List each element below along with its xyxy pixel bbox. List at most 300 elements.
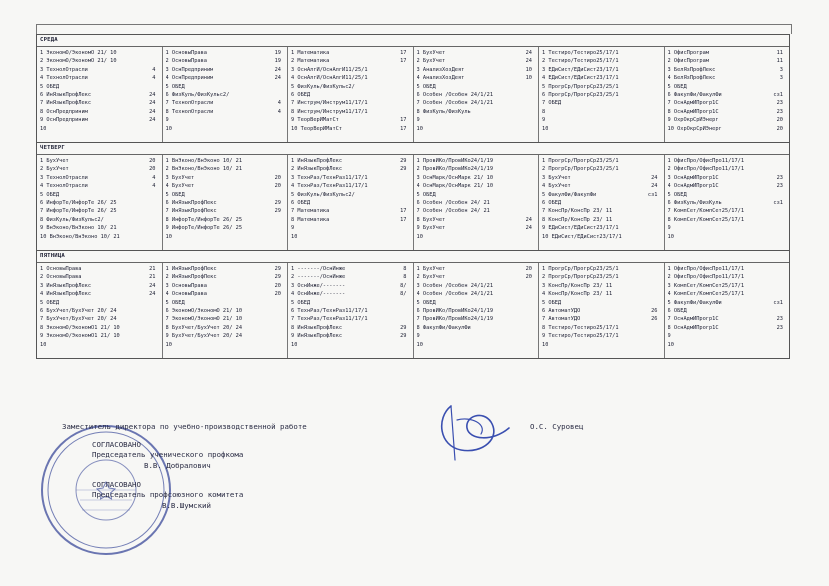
lesson-row — [166, 273, 286, 281]
lesson-room — [154, 307, 160, 315]
lesson-subject: 5 ОБЕД — [416, 191, 436, 198]
lesson-row — [166, 199, 286, 207]
group-column — [163, 263, 289, 358]
lesson-row — [417, 307, 537, 315]
lesson-subject: 9 — [416, 333, 420, 340]
lesson-room — [530, 290, 536, 298]
group-column — [37, 47, 163, 142]
lesson-subject: 10 — [165, 341, 172, 348]
lesson-subject: 7 ТехнРаз/ТехнРаз11/17/1 — [291, 316, 368, 323]
lesson-subject: 4 ТехнРаз/ТехнРаз11/17/1 — [291, 183, 368, 190]
lesson-room: 3 — [779, 75, 783, 82]
lesson-subject: 8 ОснПредприним — [40, 108, 88, 115]
deputy-director-title: Заместитель директора по учебно-производственной работе — [62, 422, 307, 431]
lesson-subject: 1 БухУчет — [40, 158, 69, 164]
lesson-room — [781, 290, 787, 298]
lesson-room: 24 — [149, 117, 156, 124]
lesson-room: 24 — [525, 225, 532, 232]
lesson-row — [166, 108, 286, 116]
lesson-room: 4 — [152, 183, 156, 190]
lesson-room: 20 — [274, 291, 281, 298]
lesson-subject: 5 ОБЕД — [416, 83, 436, 90]
lesson-subject: 1 ПрогрСр/ПрогрСр23/25/1 — [542, 158, 619, 164]
lesson-subject: 2 БухУчет — [416, 274, 446, 281]
lesson-subject: 3 Особен /Особен 24/1/21 — [416, 282, 494, 289]
lesson-row — [542, 74, 662, 82]
lesson-room: 24 — [149, 108, 156, 115]
lesson-subject: 3 ТехнолОтрасли — [40, 66, 88, 73]
lesson-room: 4 — [277, 108, 281, 115]
lesson-subject: 5 ОБЕД — [291, 299, 311, 306]
lesson-subject: 1 ОфисПро/ОфисПро11/17/1 — [667, 158, 745, 164]
lesson-row — [542, 66, 662, 74]
lesson-room: 4 — [277, 100, 281, 107]
lesson-row — [542, 165, 662, 173]
lesson-row — [668, 57, 788, 65]
lesson-row — [166, 83, 286, 91]
lesson-room: 8 — [403, 274, 407, 281]
lesson-room — [781, 207, 787, 215]
lesson-row — [417, 199, 537, 207]
lesson-row — [166, 224, 286, 232]
lesson-row — [542, 83, 662, 91]
lesson-subject: 2 ПрогрСр/ПрогрСр23/25/1 — [542, 166, 619, 173]
lesson-row — [417, 224, 537, 232]
lesson-subject: 4 АнализХозДеят — [416, 75, 465, 82]
lesson-subject: 3 АнализХозДеят — [416, 66, 465, 73]
lesson-subject: 5 ОБЕД — [667, 83, 687, 90]
lesson-row — [291, 216, 411, 224]
lesson-room — [656, 224, 662, 232]
lesson-room — [656, 207, 662, 215]
lesson-row — [668, 290, 788, 298]
lesson-row — [417, 265, 537, 273]
lesson-subject: 10 — [40, 341, 47, 348]
lesson-row — [668, 207, 788, 215]
lesson-row — [668, 157, 788, 165]
lesson-row — [40, 108, 160, 116]
lesson-row — [542, 91, 662, 99]
lesson-room: 20 — [776, 117, 783, 124]
lesson-row — [291, 116, 411, 124]
lesson-room — [781, 265, 787, 273]
lesson-row — [291, 290, 411, 298]
lesson-subject: 7 КомпСет/КомпСет25/17/1 — [667, 208, 745, 215]
lesson-subject: 8 ФизКуль/ФизКульс2/ — [40, 216, 104, 223]
lesson-room: 29 — [274, 208, 281, 215]
lesson-subject: 1 ОфисПро/ОфисПро11/17/1 — [667, 266, 745, 272]
lesson-row — [417, 116, 537, 124]
lesson-subject: 4 КомпСет/КомпСет25/17/1 — [667, 291, 745, 298]
lesson-row — [542, 191, 662, 199]
lesson-room: 4 — [152, 75, 156, 82]
lesson-subject: 7 ТехнолОтрасли — [165, 100, 214, 107]
signature-block — [36, 418, 796, 578]
lesson-subject: 3 ИнЯзыкПрофЛекс — [40, 282, 92, 289]
lesson-subject: 1 Математика — [291, 50, 330, 56]
lesson-room: 24 — [525, 216, 532, 223]
lesson-row — [542, 182, 662, 190]
lesson-subject: 4 ОснАдмИПрогр1С — [667, 183, 719, 190]
lesson-subject: 7 Особен /Особен 24/ 21 — [416, 208, 490, 215]
lesson-row — [40, 116, 160, 124]
lesson-subject: 3 БухУчет — [165, 174, 195, 181]
lesson-subject: 7 ИнЯзыкПрофЛекс — [40, 100, 92, 107]
group-column — [539, 155, 665, 250]
lesson-subject: 9 Тестиро/Тестиро25/17/1 — [542, 333, 619, 340]
lesson-row — [291, 57, 411, 65]
lesson-room — [781, 282, 787, 290]
lesson-row — [417, 157, 537, 165]
lesson-row — [542, 57, 662, 65]
lesson-row — [40, 83, 160, 91]
lesson-row — [668, 116, 788, 124]
lesson-row — [417, 273, 537, 281]
lesson-row — [40, 282, 160, 290]
lesson-room — [279, 233, 285, 241]
lesson-room — [405, 66, 411, 74]
lesson-row — [417, 49, 537, 57]
lesson-room — [405, 341, 411, 349]
lesson-room — [154, 332, 160, 340]
lesson-subject: 8 Математика — [291, 216, 330, 223]
group-column — [539, 47, 665, 142]
lesson-row — [166, 99, 286, 107]
lesson-subject: 10 — [542, 341, 549, 348]
lesson-subject: 4 ОснАлгИ/ОснАлгИ11/25/1 — [291, 75, 368, 82]
day-header: ПЯТНИЦА — [37, 251, 789, 263]
lesson-subject: 7 ОснАдмИПрогр1С — [667, 316, 719, 323]
student-union-name: В.В. Добралович — [144, 461, 211, 470]
lesson-row — [542, 290, 662, 298]
lesson-room — [530, 157, 536, 165]
lesson-room: 24 — [274, 66, 281, 73]
lesson-room: 20 — [525, 274, 532, 281]
lesson-room — [279, 341, 285, 349]
lesson-room: 17 — [400, 125, 407, 132]
schedule-table — [36, 34, 790, 359]
lesson-subject: 7 ОБЕД — [542, 100, 562, 107]
lesson-row — [542, 307, 662, 315]
lesson-subject: 10 — [542, 125, 549, 132]
lesson-subject: 2 Математика — [291, 58, 330, 65]
lesson-room — [154, 191, 160, 199]
group-column — [665, 155, 790, 250]
lesson-subject: 9 ИнЯзыкПрофЛекс — [291, 333, 343, 340]
lesson-subject: 9 — [291, 225, 295, 232]
lesson-row — [166, 299, 286, 307]
lesson-room — [530, 233, 536, 241]
lesson-subject: 6 ЭкономО/ЭкономО 21/ 10 — [165, 308, 243, 315]
lesson-room: 29 — [400, 324, 407, 331]
lesson-room — [656, 108, 662, 116]
lesson-room: 8/ — [400, 291, 407, 298]
lesson-room: 19 — [274, 58, 281, 65]
lesson-subject: 6 ОБЕД — [542, 200, 562, 207]
lesson-room — [405, 299, 411, 307]
lesson-row — [542, 265, 662, 273]
lesson-room — [530, 324, 536, 332]
lesson-row — [40, 307, 160, 315]
group-column — [288, 155, 414, 250]
lesson-subject: 8 КомпСет/КомпСет25/17/1 — [667, 216, 745, 223]
lesson-row — [668, 233, 788, 241]
lesson-room — [279, 125, 285, 133]
group-column — [37, 155, 163, 250]
lesson-row — [40, 273, 160, 281]
lesson-room — [530, 207, 536, 215]
lesson-room — [656, 332, 662, 340]
lesson-subject: 3 ОснИнже/------- — [291, 282, 346, 289]
lesson-room — [405, 108, 411, 116]
lesson-subject: 1 БухУчет — [416, 50, 446, 56]
lesson-subject: 4 ОснПредприним — [165, 75, 214, 82]
lesson-room — [656, 91, 662, 99]
lesson-row — [417, 91, 537, 99]
lesson-room — [656, 324, 662, 332]
lesson-row — [668, 108, 788, 116]
lesson-room: 20 — [149, 166, 156, 173]
lesson-subject: 8 ИнЯзыкПрофЛекс — [291, 324, 343, 331]
lesson-subject: 1 ОфисПрограм — [667, 50, 709, 56]
lesson-subject: 2 -------/ОснИнже — [291, 274, 346, 281]
lesson-subject: 2 БухУчет — [416, 58, 446, 65]
lesson-row — [668, 174, 788, 182]
group-column — [414, 155, 540, 250]
lesson-row — [542, 49, 662, 57]
lesson-room: 3 — [779, 66, 783, 73]
lesson-room — [405, 307, 411, 315]
lesson-row — [166, 182, 286, 190]
lesson-room — [279, 165, 285, 173]
lesson-room — [530, 341, 536, 349]
agreed-label-1: СОГЛАСОВАНО — [92, 440, 141, 449]
lesson-subject: 7 ЭкономО/ЭкономО 21/ 10 — [165, 316, 243, 323]
lesson-room — [405, 315, 411, 323]
lesson-room — [530, 315, 536, 323]
lesson-room — [656, 165, 662, 173]
lesson-subject: 9 — [542, 117, 546, 124]
lesson-row — [166, 74, 286, 82]
lesson-row — [291, 125, 411, 133]
lesson-subject: 4 ЕДиСист/ЕДиСист23/17/1 — [542, 75, 619, 82]
lesson-room — [530, 191, 536, 199]
lesson-room — [530, 116, 536, 124]
lesson-room — [781, 157, 787, 165]
lesson-row — [166, 174, 286, 182]
lesson-row — [291, 182, 411, 190]
lesson-subject: 4 ОснИнже/------- — [291, 291, 346, 298]
lesson-subject: 6 ИнфорТе/ИнфорТе 26/ 25 — [40, 200, 117, 207]
lesson-subject: 8 ОснАдмИПрогр1С — [667, 108, 719, 115]
lesson-subject: 9 — [165, 117, 169, 124]
lesson-room — [530, 174, 536, 182]
lesson-subject: 9 ОхрОкрСрИЭнерг — [667, 117, 719, 124]
lesson-subject: 7 Особен /Особен 24/1/21 — [416, 100, 494, 107]
lesson-room: 17 — [400, 50, 407, 56]
lesson-room — [279, 216, 285, 224]
lesson-subject: 6 ПрогрСр/ПрогрСр23/25/1 — [542, 92, 619, 99]
lesson-room: 29 — [400, 166, 407, 173]
lesson-subject: 6 Особен /Особен 24/ 21 — [416, 200, 490, 207]
lesson-subject: 10 — [165, 125, 172, 132]
lesson-row — [668, 182, 788, 190]
agreed-label-2: СОГЛАСОВАНО — [92, 480, 141, 489]
trade-union-name: В.В.Шумский — [162, 501, 211, 510]
lesson-subject: 2 ПровИКо/ПровИКо24/1/19 — [416, 166, 494, 173]
lesson-row — [166, 165, 286, 173]
lesson-row — [668, 324, 788, 332]
lesson-row — [417, 57, 537, 65]
lesson-subject: 10 — [667, 233, 674, 240]
lesson-room — [154, 216, 160, 224]
lesson-row — [40, 125, 160, 133]
day-header: СРЕДА — [37, 35, 789, 47]
group-column — [665, 263, 790, 358]
lesson-subject: 8 Тестиро/Тестиро25/17/1 — [542, 324, 619, 331]
lesson-room — [405, 224, 411, 232]
lesson-room: 21 — [149, 266, 156, 272]
lesson-row — [542, 116, 662, 124]
lesson-subject: 4 ТехнолОтрасли — [40, 183, 88, 190]
lesson-subject: 8 БухУчет — [416, 216, 446, 223]
lesson-row — [291, 282, 411, 290]
lesson-row — [40, 74, 160, 82]
lesson-subject: 6 ИнЯзыкПрофЛекс — [40, 92, 92, 99]
lesson-row — [291, 224, 411, 232]
lesson-row — [291, 265, 411, 273]
lesson-row — [166, 290, 286, 298]
lesson-subject: 3 БухУчет — [542, 174, 571, 181]
lesson-room: 10 — [525, 75, 532, 82]
lesson-row — [291, 91, 411, 99]
lesson-subject: 4 ОсновыПрава — [165, 291, 207, 298]
lesson-subject: 8 ИнфорТе/ИнфорТе 26/ 25 — [165, 216, 243, 223]
lesson-room — [154, 233, 160, 241]
lesson-room: сз1 — [773, 92, 783, 99]
lesson-room — [656, 265, 662, 273]
lesson-row — [417, 341, 537, 349]
lesson-room: 29 — [274, 200, 281, 207]
lesson-subject: 3 ТехнолОтрасли — [40, 174, 88, 181]
lesson-room: 26 — [651, 316, 658, 323]
lesson-subject: 5 ОБЕД — [667, 191, 687, 198]
group-column — [414, 47, 540, 142]
lesson-subject: 10 ОхрОкрСрИЭнерг — [667, 125, 722, 132]
lesson-row — [417, 182, 537, 190]
lesson-subject: 3 БелЯзПрофЛекс — [667, 66, 716, 73]
lesson-row — [40, 315, 160, 323]
lesson-row — [291, 324, 411, 332]
lesson-subject: 4 КонсПр/КонсПр 23/ 11 — [542, 291, 613, 298]
student-union-title: Председатель ученического профкома — [92, 450, 244, 459]
lesson-subject: 1 ПрогрСр/ПрогрСр23/25/1 — [542, 266, 619, 272]
lesson-row — [166, 116, 286, 124]
lesson-row — [166, 324, 286, 332]
lesson-subject: 10 ТеорВерИМатСт — [291, 125, 343, 132]
lesson-row — [291, 233, 411, 241]
lesson-room — [781, 165, 787, 173]
lesson-subject: 6 ОБЕД — [291, 200, 311, 207]
lesson-row — [291, 207, 411, 215]
lesson-row — [40, 57, 160, 65]
lesson-room — [530, 332, 536, 340]
lesson-subject: 4 БелЯзПрофЛекс — [667, 75, 716, 82]
lesson-row — [40, 299, 160, 307]
lesson-row — [166, 66, 286, 74]
lesson-subject: 8 ОснАдмИПрогр1С — [667, 324, 719, 331]
lesson-row — [417, 332, 537, 340]
lesson-subject: 7 БухУчет/БухУчет 20/ 24 — [40, 316, 117, 323]
lesson-subject: 3 ОснПредприним — [165, 66, 214, 73]
lesson-subject: 5 ОБЕД — [40, 83, 60, 90]
lesson-room — [781, 307, 787, 315]
lesson-room: 24 — [149, 100, 156, 107]
lesson-room — [279, 191, 285, 199]
lesson-room: 10 — [525, 66, 532, 73]
lesson-subject: 6 ФизКуль/ФизКуль — [667, 200, 722, 207]
lesson-row — [417, 108, 537, 116]
lesson-subject: 2 БухУчет — [40, 166, 69, 173]
lesson-row — [166, 233, 286, 241]
lesson-room: 29 — [274, 274, 281, 281]
lesson-subject: 1 ИнЯзыкПрофЛекс — [291, 158, 343, 164]
lesson-subject: 5 ПрогрСр/ПрогрСр23/25/1 — [542, 83, 619, 90]
lesson-subject: 6 БухУчет/БухУчет 20/ 24 — [40, 308, 117, 315]
lesson-room: 20 — [776, 125, 783, 132]
lesson-room: 24 — [651, 183, 658, 190]
lesson-room — [154, 83, 160, 91]
lesson-row — [417, 83, 537, 91]
lesson-subject: 5 ОБЕД — [40, 299, 60, 306]
lesson-room: 29 — [274, 266, 281, 272]
lesson-room — [656, 57, 662, 65]
lesson-row — [291, 99, 411, 107]
lesson-row — [40, 49, 160, 57]
lesson-row — [417, 125, 537, 133]
lesson-row — [417, 324, 537, 332]
lesson-subject: 2 ОсновыПрава — [40, 274, 82, 281]
lesson-subject: 10 — [291, 233, 298, 240]
lesson-row — [291, 174, 411, 182]
lesson-room — [279, 315, 285, 323]
lesson-row — [542, 315, 662, 323]
lesson-row — [40, 265, 160, 273]
lesson-subject: 5 ФакулФи/ФакулФи — [542, 191, 597, 198]
lesson-subject: 10 ВнЭконо/ВнЭконо 10/ 21 — [40, 233, 120, 240]
lesson-row — [668, 332, 788, 340]
lesson-subject: 3 ЕДиСист/ЕДиСист23/17/1 — [542, 66, 619, 73]
lesson-row — [40, 290, 160, 298]
lesson-room — [279, 116, 285, 124]
lesson-subject: 10 — [416, 233, 423, 240]
lesson-subject: 7 Инструм/Инструм11/17/1 — [291, 100, 368, 107]
lesson-row — [166, 57, 286, 65]
group-column — [163, 47, 289, 142]
lesson-room: 20 — [149, 158, 156, 164]
lesson-row — [40, 224, 160, 232]
lesson-row — [668, 282, 788, 290]
lesson-room — [530, 282, 536, 290]
lesson-room: 24 — [149, 92, 156, 99]
lesson-subject: 3 ТехнРаз/ТехнРаз11/17/1 — [291, 174, 368, 181]
lesson-subject: 6 ОБЕД — [291, 92, 311, 99]
lesson-row — [542, 224, 662, 232]
lesson-row — [542, 99, 662, 107]
lesson-row — [417, 174, 537, 182]
lesson-subject: 3 ОснМарк/ОснМарк 21/ 10 — [416, 174, 494, 181]
lesson-subject: 10 — [416, 125, 423, 132]
